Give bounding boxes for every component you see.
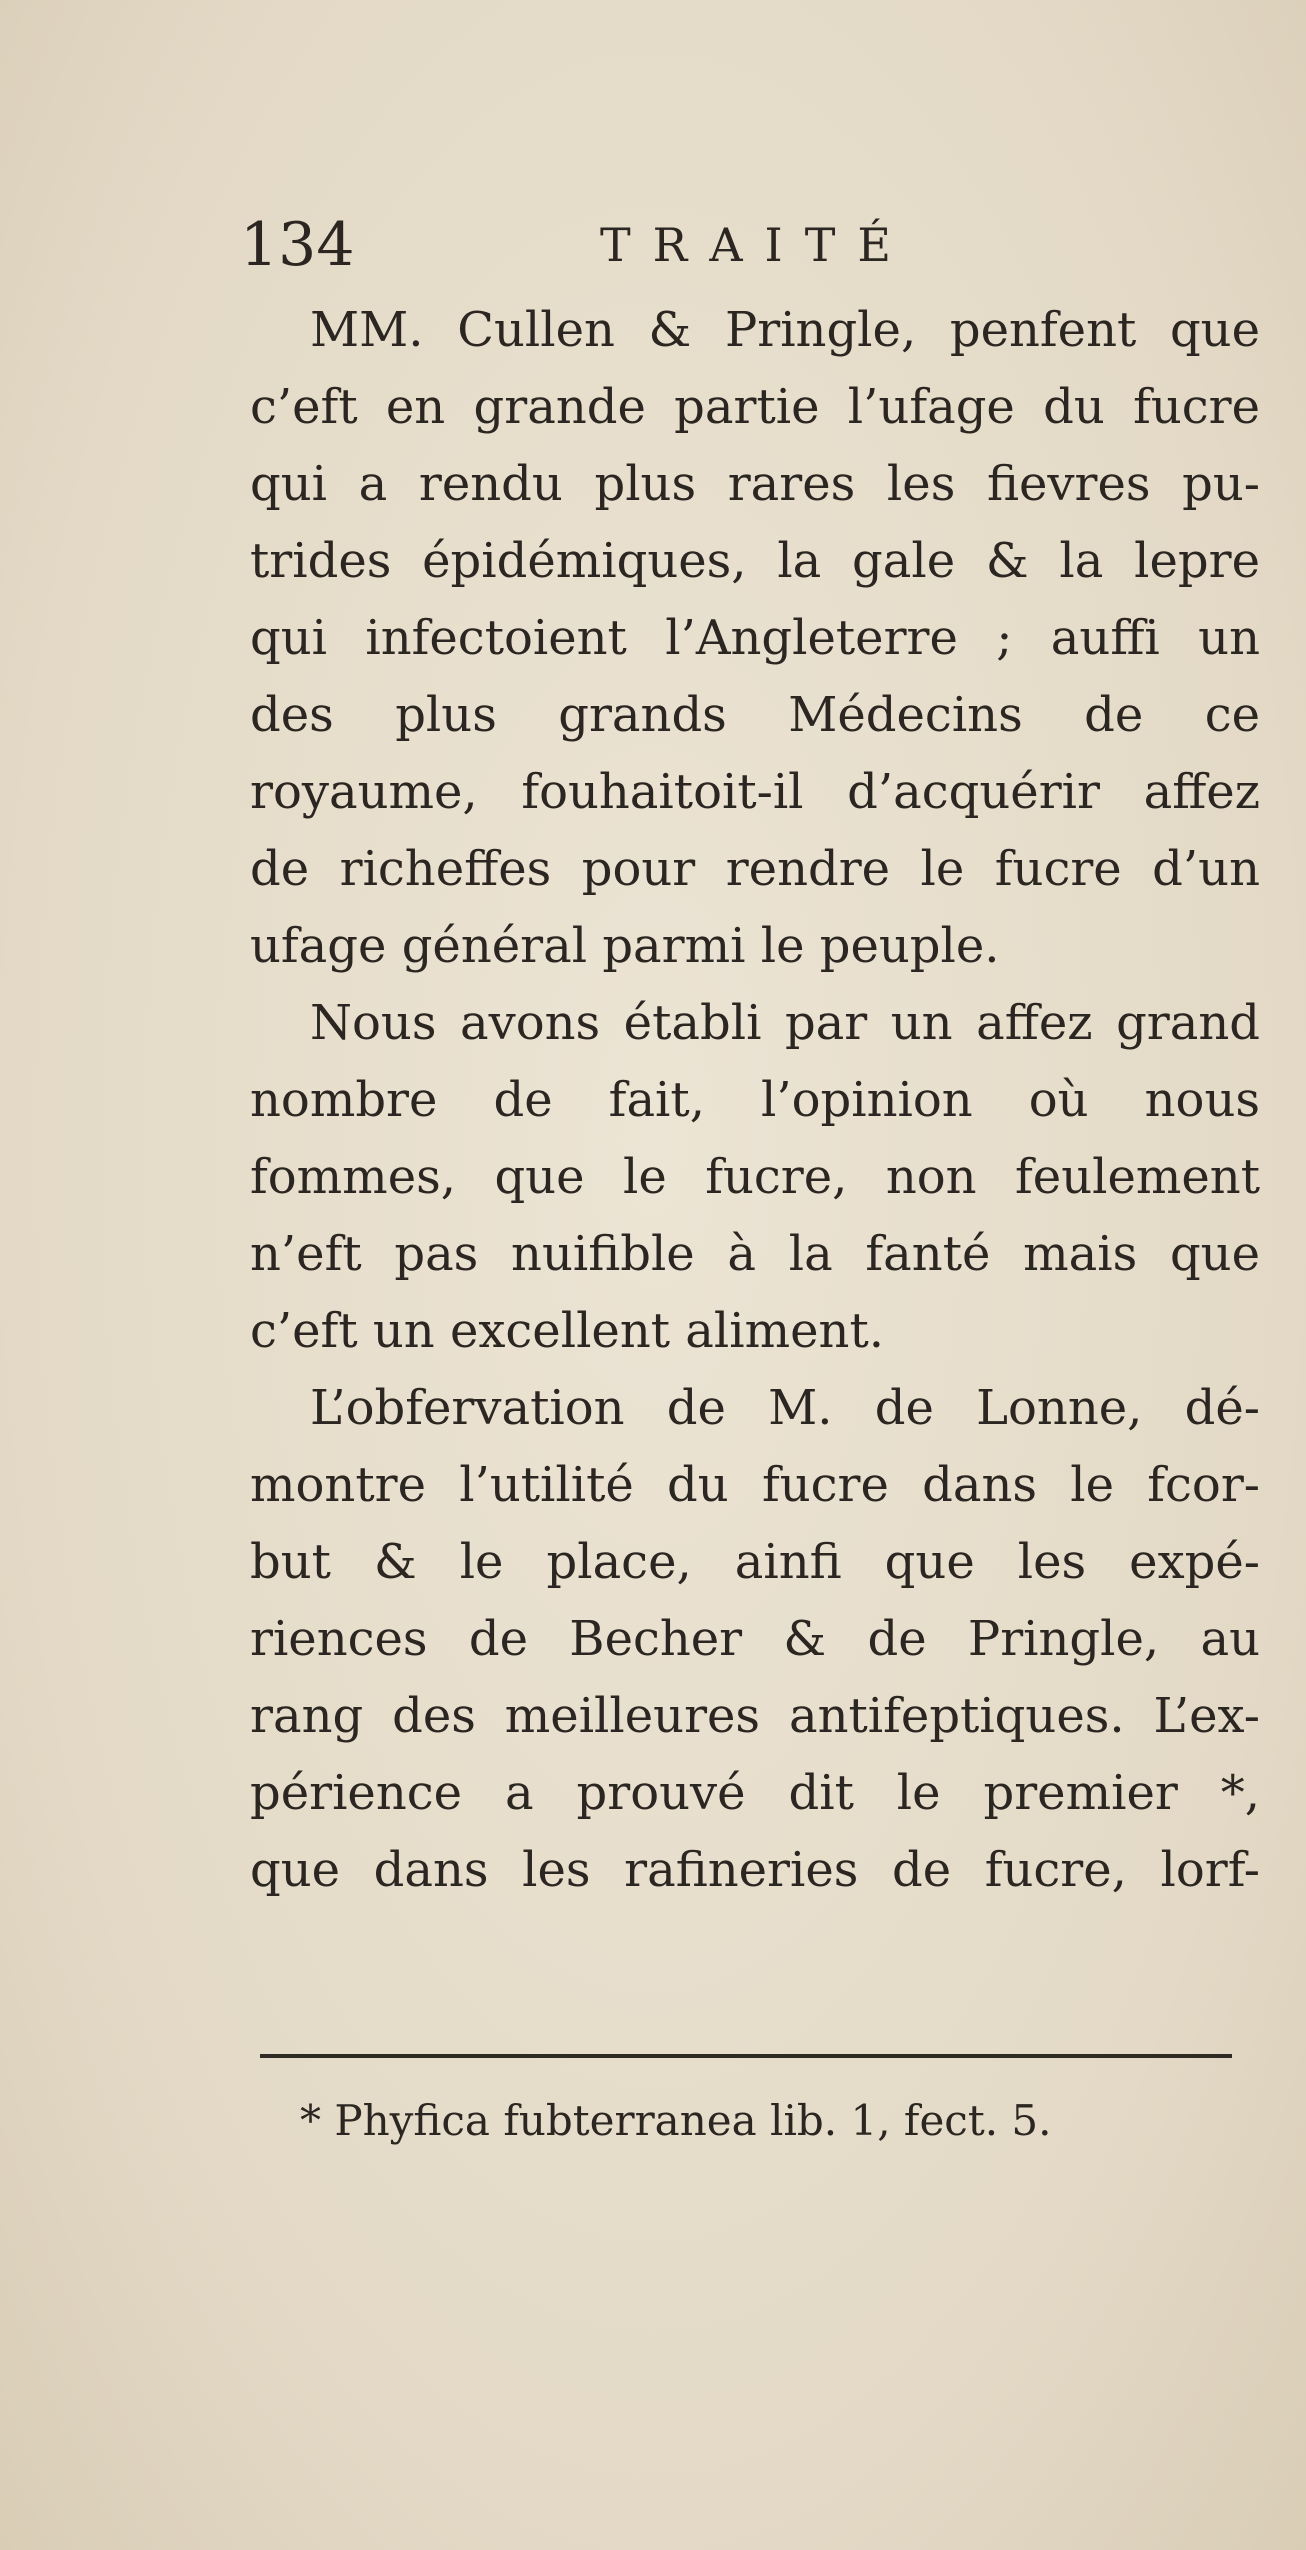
page-header bbox=[240, 200, 1080, 290]
text-line: ufage général parmi le peuple. bbox=[250, 918, 1000, 974]
text-line: trides épidémiques, la gale & la lepre bbox=[250, 533, 1260, 589]
text-line: qui a rendu plus rares les fievres pu- bbox=[250, 456, 1260, 512]
text-line: L’obfervation de M. de Lonne, dé- bbox=[310, 1380, 1260, 1436]
footnote-rule bbox=[260, 2054, 1232, 2058]
text-line: montre l’utilité du fucre dans le fcor- bbox=[250, 1457, 1260, 1513]
footnote: * Phyfica fubterranea lib. 1, fect. 5. bbox=[300, 2096, 1052, 2145]
text-line: des plus grands Médecins de ce bbox=[250, 687, 1260, 743]
text-line: but & le place, ainfi que les expé- bbox=[250, 1534, 1260, 1590]
running-title: TRAITÉ bbox=[600, 218, 913, 272]
page-number: 134 bbox=[240, 210, 355, 280]
text-line: c’eft un excellent aliment. bbox=[250, 1303, 884, 1359]
text-line: MM. Cullen & Pringle, penfent que bbox=[310, 302, 1260, 358]
text-line: de richeffes pour rendre le fucre d’un bbox=[250, 841, 1260, 897]
text-line: qui infectoient l’Angleterre ; auffi un bbox=[250, 610, 1260, 666]
text-line: fommes, que le fucre, non feulement bbox=[250, 1149, 1260, 1205]
text-line: que dans les rafineries de fucre, lorf- bbox=[250, 1842, 1260, 1898]
body-text bbox=[250, 292, 1260, 1909]
text-line: nombre de fait, l’opinion où nous bbox=[250, 1072, 1260, 1128]
text-line: rang des meilleures antifeptiques. L’ex- bbox=[250, 1688, 1260, 1744]
text-line: Nous avons établi par un affez grand bbox=[310, 995, 1260, 1051]
text-line: royaume, fouhaitoit-il d’acquérir affez bbox=[250, 764, 1260, 820]
text-line: riences de Becher & de Pringle, au bbox=[250, 1611, 1260, 1667]
text-line: n’eft pas nuifible à la fanté mais que bbox=[250, 1226, 1260, 1282]
text-line: périence a prouvé dit le premier *, bbox=[250, 1765, 1260, 1821]
text-line: c’eft en grande partie l’ufage du fucre bbox=[250, 379, 1260, 435]
